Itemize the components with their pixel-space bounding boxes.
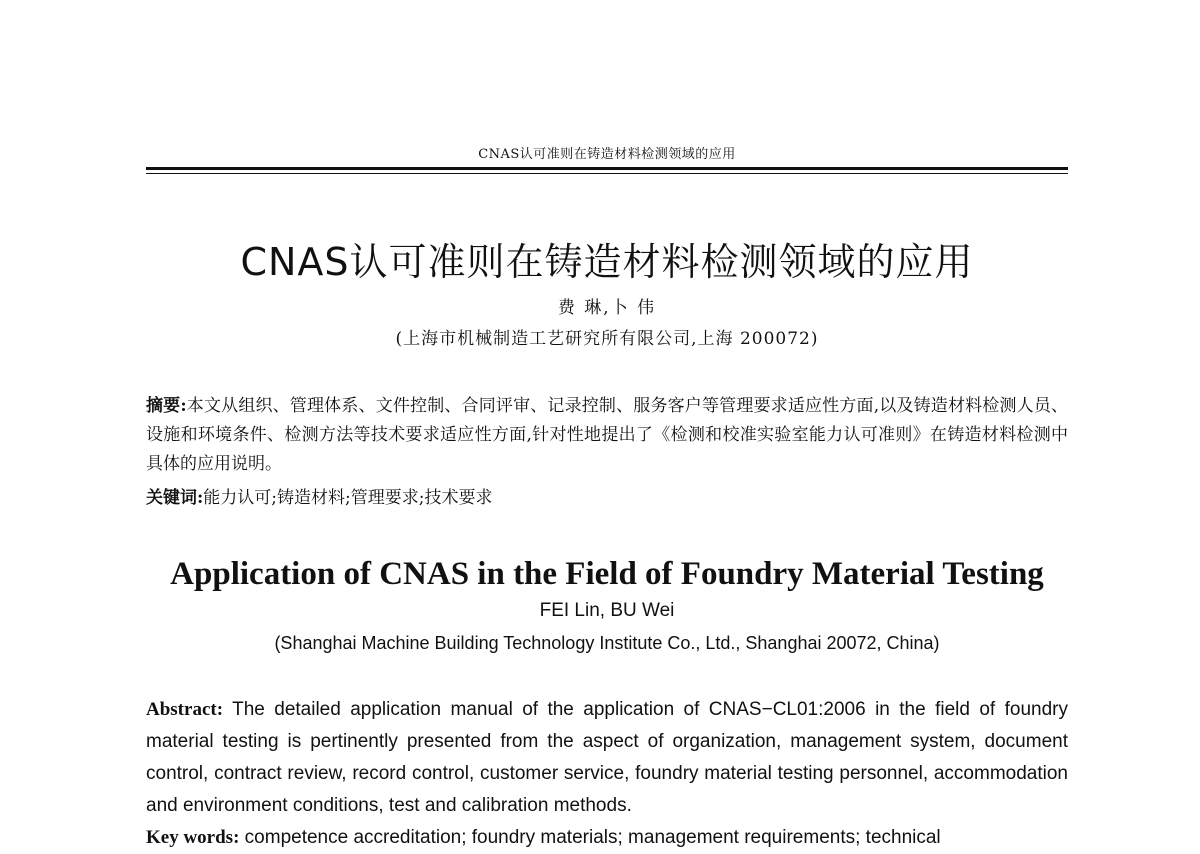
running-header: CNAS认可准则在铸造材料检测领域的应用 (478, 147, 736, 162)
chinese-abstract-label: 摘要: (146, 396, 187, 416)
english-affiliation: (Shanghai Machine Building Technology Institute Co., Ltd., Shanghai 20072, China) (274, 633, 940, 653)
english-title: Application of CNAS in the Field of Foundry Material Testing (170, 556, 1044, 592)
chinese-keywords (146, 484, 1068, 513)
chinese-affiliation: (上海市机械制造工艺研究所有限公司,上海 200072) (395, 329, 819, 349)
chinese-keywords-text: 能力认可;铸造材料;管理要求;技术要求 (203, 488, 493, 508)
english-keywords (146, 822, 1068, 854)
chinese-authors: 费 琳,卜 伟 (557, 298, 657, 318)
chinese-abstract (146, 392, 1068, 479)
english-abstract-label: Abstract: (146, 699, 224, 720)
english-keywords-label: Key words: (146, 827, 240, 848)
english-authors: FEI Lin, BU Wei (539, 600, 675, 621)
chinese-abstract-text: 本文从组织、管理体系、文件控制、合同评审、记录控制、服务客户等管理要求适应性方面,以及铸造材料检测人员、设施和环境条件、检测方法等技术要求适应性方面,针对性地提出了《检测和校准实验室能力认可准则》在铸造材料检测中具体的应用说明。 (146, 396, 1068, 474)
header-rule-thin (146, 173, 1068, 174)
english-abstract-text: The detailed application manual of the application of CNAS−CL01:2006 in the field of foundry material testing is pertinently presented from the aspect of organization, management system, document control, contract review, record control, customer service, foundry material testing personnel, accommodation and environment conditions, test and calibration methods. (146, 699, 1068, 816)
english-abstract (146, 694, 1068, 822)
chinese-title: CNAS认可准则在铸造材料检测领域的应用 (240, 240, 974, 284)
english-keywords-text: competence accreditation; foundry materials; management requirements; technical (239, 827, 941, 848)
header-rule-thick (146, 167, 1068, 170)
chinese-keywords-label: 关键词: (146, 488, 204, 508)
